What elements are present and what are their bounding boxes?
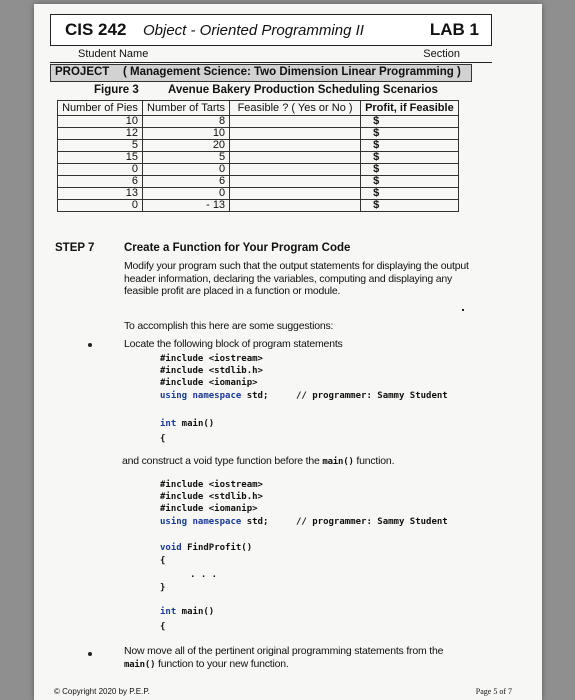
- code-brace: {: [160, 622, 166, 632]
- code-text: std;: [241, 391, 269, 401]
- accomplish-paragraph: To accomplish this here are some suggestions:: [124, 320, 334, 332]
- stray-dot: [462, 309, 464, 311]
- code-text: main(): [176, 419, 215, 429]
- tarts-cell: 0: [143, 188, 230, 200]
- pies-cell: 15: [58, 152, 143, 164]
- table-row: [58, 128, 459, 140]
- table-row: [58, 176, 459, 188]
- pies-cell: 13: [58, 188, 143, 200]
- text: and construct a void type function before the: [122, 455, 320, 467]
- project-label: PROJECT: [55, 66, 110, 78]
- profit-cell[interactable]: $: [361, 164, 459, 176]
- feasible-cell[interactable]: [230, 164, 361, 176]
- figure-label: Figure 3: [94, 84, 139, 96]
- code-function-line: [160, 542, 252, 555]
- project-row: [50, 64, 472, 82]
- profit-cell[interactable]: $: [361, 140, 459, 152]
- bullet-icon: [88, 652, 92, 656]
- feasible-cell[interactable]: [230, 140, 361, 152]
- code-include-iomanip: #include <iomanip>: [160, 504, 258, 514]
- course-code: CIS 242: [65, 20, 127, 39]
- code-main-line: [160, 418, 214, 431]
- profit-cell[interactable]: $: [361, 176, 459, 188]
- student-name-label: Student Name: [78, 48, 149, 60]
- table-row: [58, 200, 459, 212]
- profit-cell[interactable]: $: [361, 128, 459, 140]
- course-header: [50, 14, 492, 46]
- code-keyword: using namespace: [160, 391, 242, 401]
- name-row: [50, 46, 492, 63]
- inline-code: main(): [322, 457, 354, 467]
- profit-cell[interactable]: $: [361, 188, 459, 200]
- tarts-cell: 10: [143, 128, 230, 140]
- step-label: STEP 7: [55, 242, 95, 254]
- code-keyword: void: [160, 543, 182, 553]
- tarts-cell: 20: [143, 140, 230, 152]
- code-comment: // programmer: Sammy Student: [296, 517, 448, 527]
- code-include-iostream: #include <iostream>: [160, 480, 263, 490]
- table-row: [58, 188, 459, 200]
- copyright-notice: © Copyright 2020 by P.E.P.: [54, 687, 150, 696]
- inline-code: main(): [124, 659, 156, 670]
- bullet-icon: [88, 343, 92, 347]
- code-text: std;: [241, 517, 269, 527]
- document-page: [34, 4, 542, 700]
- text: function to your new function.: [158, 657, 289, 670]
- tarts-cell: 0: [143, 164, 230, 176]
- code-include-stdlib: #include <stdlib.h>: [160, 492, 263, 502]
- code-brace: {: [160, 434, 166, 444]
- code-keyword: int: [160, 607, 177, 617]
- profit-cell[interactable]: $: [361, 152, 459, 164]
- column-header: Number of Tarts: [143, 101, 230, 116]
- code-close-brace: }: [160, 583, 166, 593]
- and-construct-paragraph: [122, 455, 394, 469]
- text: Now move all of the pertinent original programming statements from the: [124, 645, 444, 657]
- code-include-iostream: #include <iostream>: [160, 354, 263, 364]
- profit-cell[interactable]: $: [361, 116, 459, 128]
- column-header: Feasible ? ( Yes or No ): [230, 101, 361, 116]
- code-text: FindProfit(): [181, 543, 253, 553]
- code-include-iomanip: #include <iomanip>: [160, 378, 258, 388]
- code-keyword: using namespace: [160, 517, 242, 527]
- code-using-line: [160, 390, 268, 403]
- tarts-cell: 8: [143, 116, 230, 128]
- code-main-line: [160, 606, 214, 619]
- lab-label: LAB 1: [429, 20, 479, 39]
- tarts-cell: - 13: [143, 200, 230, 212]
- table-row: [58, 116, 459, 128]
- tarts-cell: 6: [143, 176, 230, 188]
- pies-cell: 10: [58, 116, 143, 128]
- table-row: [58, 140, 459, 152]
- section-label: Section: [423, 48, 460, 60]
- profit-cell[interactable]: $: [361, 200, 459, 212]
- feasible-cell[interactable]: [230, 128, 361, 140]
- column-header: Profit, if Feasible: [361, 101, 459, 116]
- table-row: [58, 164, 459, 176]
- feasible-cell[interactable]: [230, 176, 361, 188]
- feasible-cell[interactable]: [230, 200, 361, 212]
- figure-title: Avenue Bakery Production Scheduling Scenarios: [168, 84, 438, 96]
- code-text: main(): [176, 607, 215, 617]
- code-using-line: [160, 516, 268, 529]
- table-header-row: [58, 101, 459, 116]
- step-title: Create a Function for Your Program Code: [124, 242, 351, 254]
- page-number: Page 5 of 7: [475, 687, 512, 696]
- code-keyword: int: [160, 419, 177, 429]
- project-title: ( Management Science: Two Dimension Linear Programming ): [123, 66, 461, 78]
- pies-cell: 0: [58, 164, 143, 176]
- locate-paragraph: Locate the following block of program statements: [124, 338, 343, 350]
- feasible-cell[interactable]: [230, 152, 361, 164]
- pies-cell: 5: [58, 140, 143, 152]
- code-ellipsis: . . .: [190, 570, 218, 580]
- modify-paragraph: Modify your program such that the output statements for displaying the output header information, declaring the variables, computing and displaying any feasible profit are placed in a function or module.: [124, 260, 469, 297]
- pies-cell: 6: [58, 176, 143, 188]
- scenario-table: [57, 100, 459, 212]
- code-include-stdlib: #include <stdlib.h>: [160, 366, 263, 376]
- feasible-cell[interactable]: [230, 116, 361, 128]
- tarts-cell: 5: [143, 152, 230, 164]
- text: function.: [356, 455, 395, 467]
- course-name: Object - Oriented Programming II: [143, 22, 364, 39]
- now-move-paragraph: [124, 645, 476, 671]
- feasible-cell[interactable]: [230, 188, 361, 200]
- pies-cell: 0: [58, 200, 143, 212]
- code-comment: // programmer: Sammy Student: [296, 391, 448, 401]
- table-row: [58, 152, 459, 164]
- column-header: Number of Pies: [58, 101, 143, 116]
- pies-cell: 12: [58, 128, 143, 140]
- code-open-brace: {: [160, 556, 166, 566]
